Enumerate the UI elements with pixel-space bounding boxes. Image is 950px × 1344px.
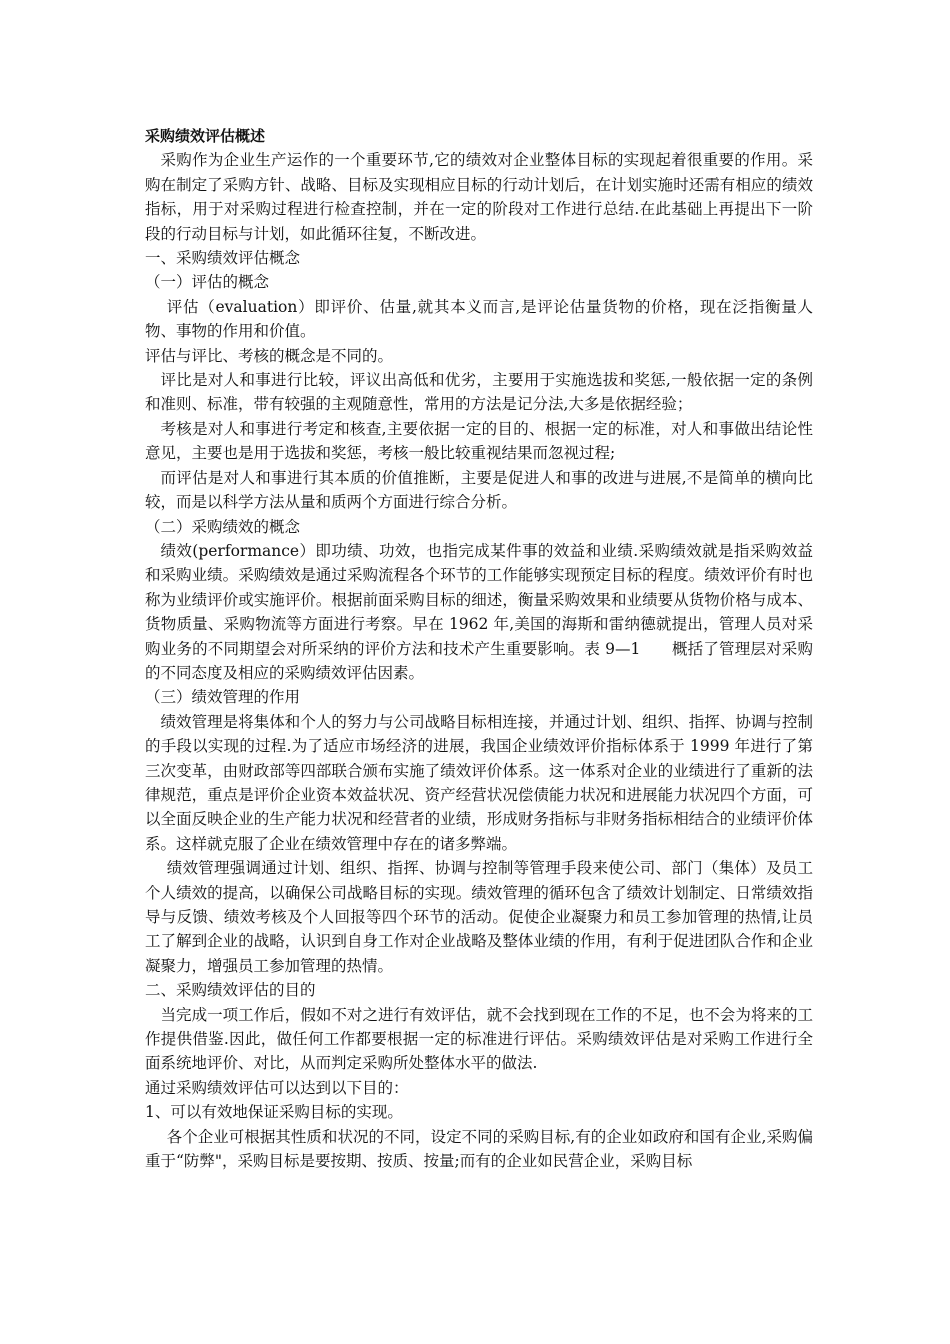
paragraph: 评估（evaluation）即评价、估量,就其本义而言,是评论估量货物的价格，现在泛指衡量人物、事物的作用和价值。	[145, 297, 813, 341]
section-heading: 一、采购绩效评估概念	[145, 249, 301, 268]
paragraph: 当完成一项工作后，假如不对之进行有效评估，就不会找到现在工作的不足，也不会为将来的工作提供借鉴.因此，做任何工作都要根据一定的标准进行评估。采购绩效评估是对采购工作进行全面系统地评价、对比，从而判定采购所处整体水平的做法.	[145, 1005, 813, 1073]
section-heading: 1、可以有效地保证采购目标的实现。	[145, 1103, 403, 1122]
paragraph: 绩效管理是将集体和个人的努力与公司战略目标相连接，并通过计划、组织、指挥、协调与控制的手段以实现的过程.为了适应市场经济的进展，我国企业绩效评价指标体系于 1999 年进行了第三次变革，由财政部等四部联合颁布实施了绩效评价体系。这一体系对企业的业绩进行了重新的法律规范，重点是评价企业资本效益状况、资产经营状况偿债能力状况和进展能力状况四个方面，可以全面反映企业的生产能力状况和经营者的业绩，形成财务指标与非财务指标相结合的业绩评价体系。这样就克服了企业在绩效管理中存在的诸多弊端。	[145, 712, 813, 853]
section-heading: （二）采购绩效的概念	[145, 517, 301, 536]
paragraph: 而评估是对人和事进行其本质的价值推断，主要是促进人和事的改进与进展,不是简单的横向比较，而是以科学方法从量和质两个方面进行综合分析。	[145, 468, 813, 512]
paragraph: 评比是对人和事进行比较，评议出高低和优劣，主要用于实施选拔和奖惩,一般依据一定的条例和准则、标准，带有较强的主观随意性，常用的方法是记分法,大多是依据经验；	[145, 371, 813, 414]
paragraph: 评估与评比、考核的概念是不同的。	[145, 346, 394, 365]
document-title: 采购绩效评估概述	[145, 127, 266, 145]
paragraph: 绩效(performance）即功绩、功效，也指完成某件事的效益和业绩.采购绩效就是指采购效益和采购业绩。采购绩效是通过采购流程各个环节的工作能够实现预定目标的程度。绩效评价有时也称为业绩评价或实施评价。根据前面采购目标的细述，衡量采购效果和业绩要从货物价格与成本、货物质量、采购物流等方面进行考察。早在 1962 年,美国的海斯和雷纳德就提出，管理人员对采购业务的不同期望会对所采纳的评价方法和技术产生重要影响。表 9—1 概括了管理层对采购的不同态度及相应的采购绩效评估因素。	[145, 541, 813, 682]
section-heading: （一）评估的概念	[145, 273, 270, 292]
document-body	[145, 124, 813, 1173]
paragraph: 考核是对人和事进行考定和核查,主要依据一定的目的、根据一定的标准，对人和事做出结论性意见，主要也是用于选拔和奖惩，考核一般比较重视结果而忽视过程;	[145, 419, 813, 463]
paragraph: 通过采购绩效评估可以达到以下目的：	[145, 1078, 409, 1097]
paragraph: 各个企业可根据其性质和状况的不同，设定不同的采购目标,有的企业如政府和国有企业,采购偏重于“防弊"，采购目标是要按期、按质、按量;而有的企业如民营企业，采购目标	[145, 1127, 813, 1171]
section-heading: （三）绩效管理的作用	[145, 688, 301, 707]
paragraph: 采购作为企业生产运作的一个重要环节,它的绩效对企业整体目标的实现起着很重要的作用。采购在制定了采购方针、战略、目标及实现相应目标的行动计划后，在计划实施时还需有相应的绩效指标，用于对采购过程进行检查控制，并在一定的阶段对工作进行总结.在此基础上再提出下一阶段的行动目标与计划，如此循环往复，不断改进。	[145, 151, 813, 243]
section-heading: 二、采购绩效评估的目的	[145, 981, 316, 1000]
paragraph: 绩效管理强调通过计划、组织、指挥、协调与控制等管理手段来使公司、部门（集体）及员工个人绩效的提高，以确保公司战略目标的实现。绩效管理的循环包含了绩效计划制定、日常绩效指导与反馈、绩效考核及个人回报等四个环节的活动。促使企业凝聚力和员工参加管理的热情,让员工了解到企业的战略，认识到自身工作对企业战略及整体业绩的作用，有利于促进团队合作和企业凝聚力，增强员工参加管理的热情。	[145, 859, 813, 975]
paragraph-list	[145, 148, 813, 1173]
